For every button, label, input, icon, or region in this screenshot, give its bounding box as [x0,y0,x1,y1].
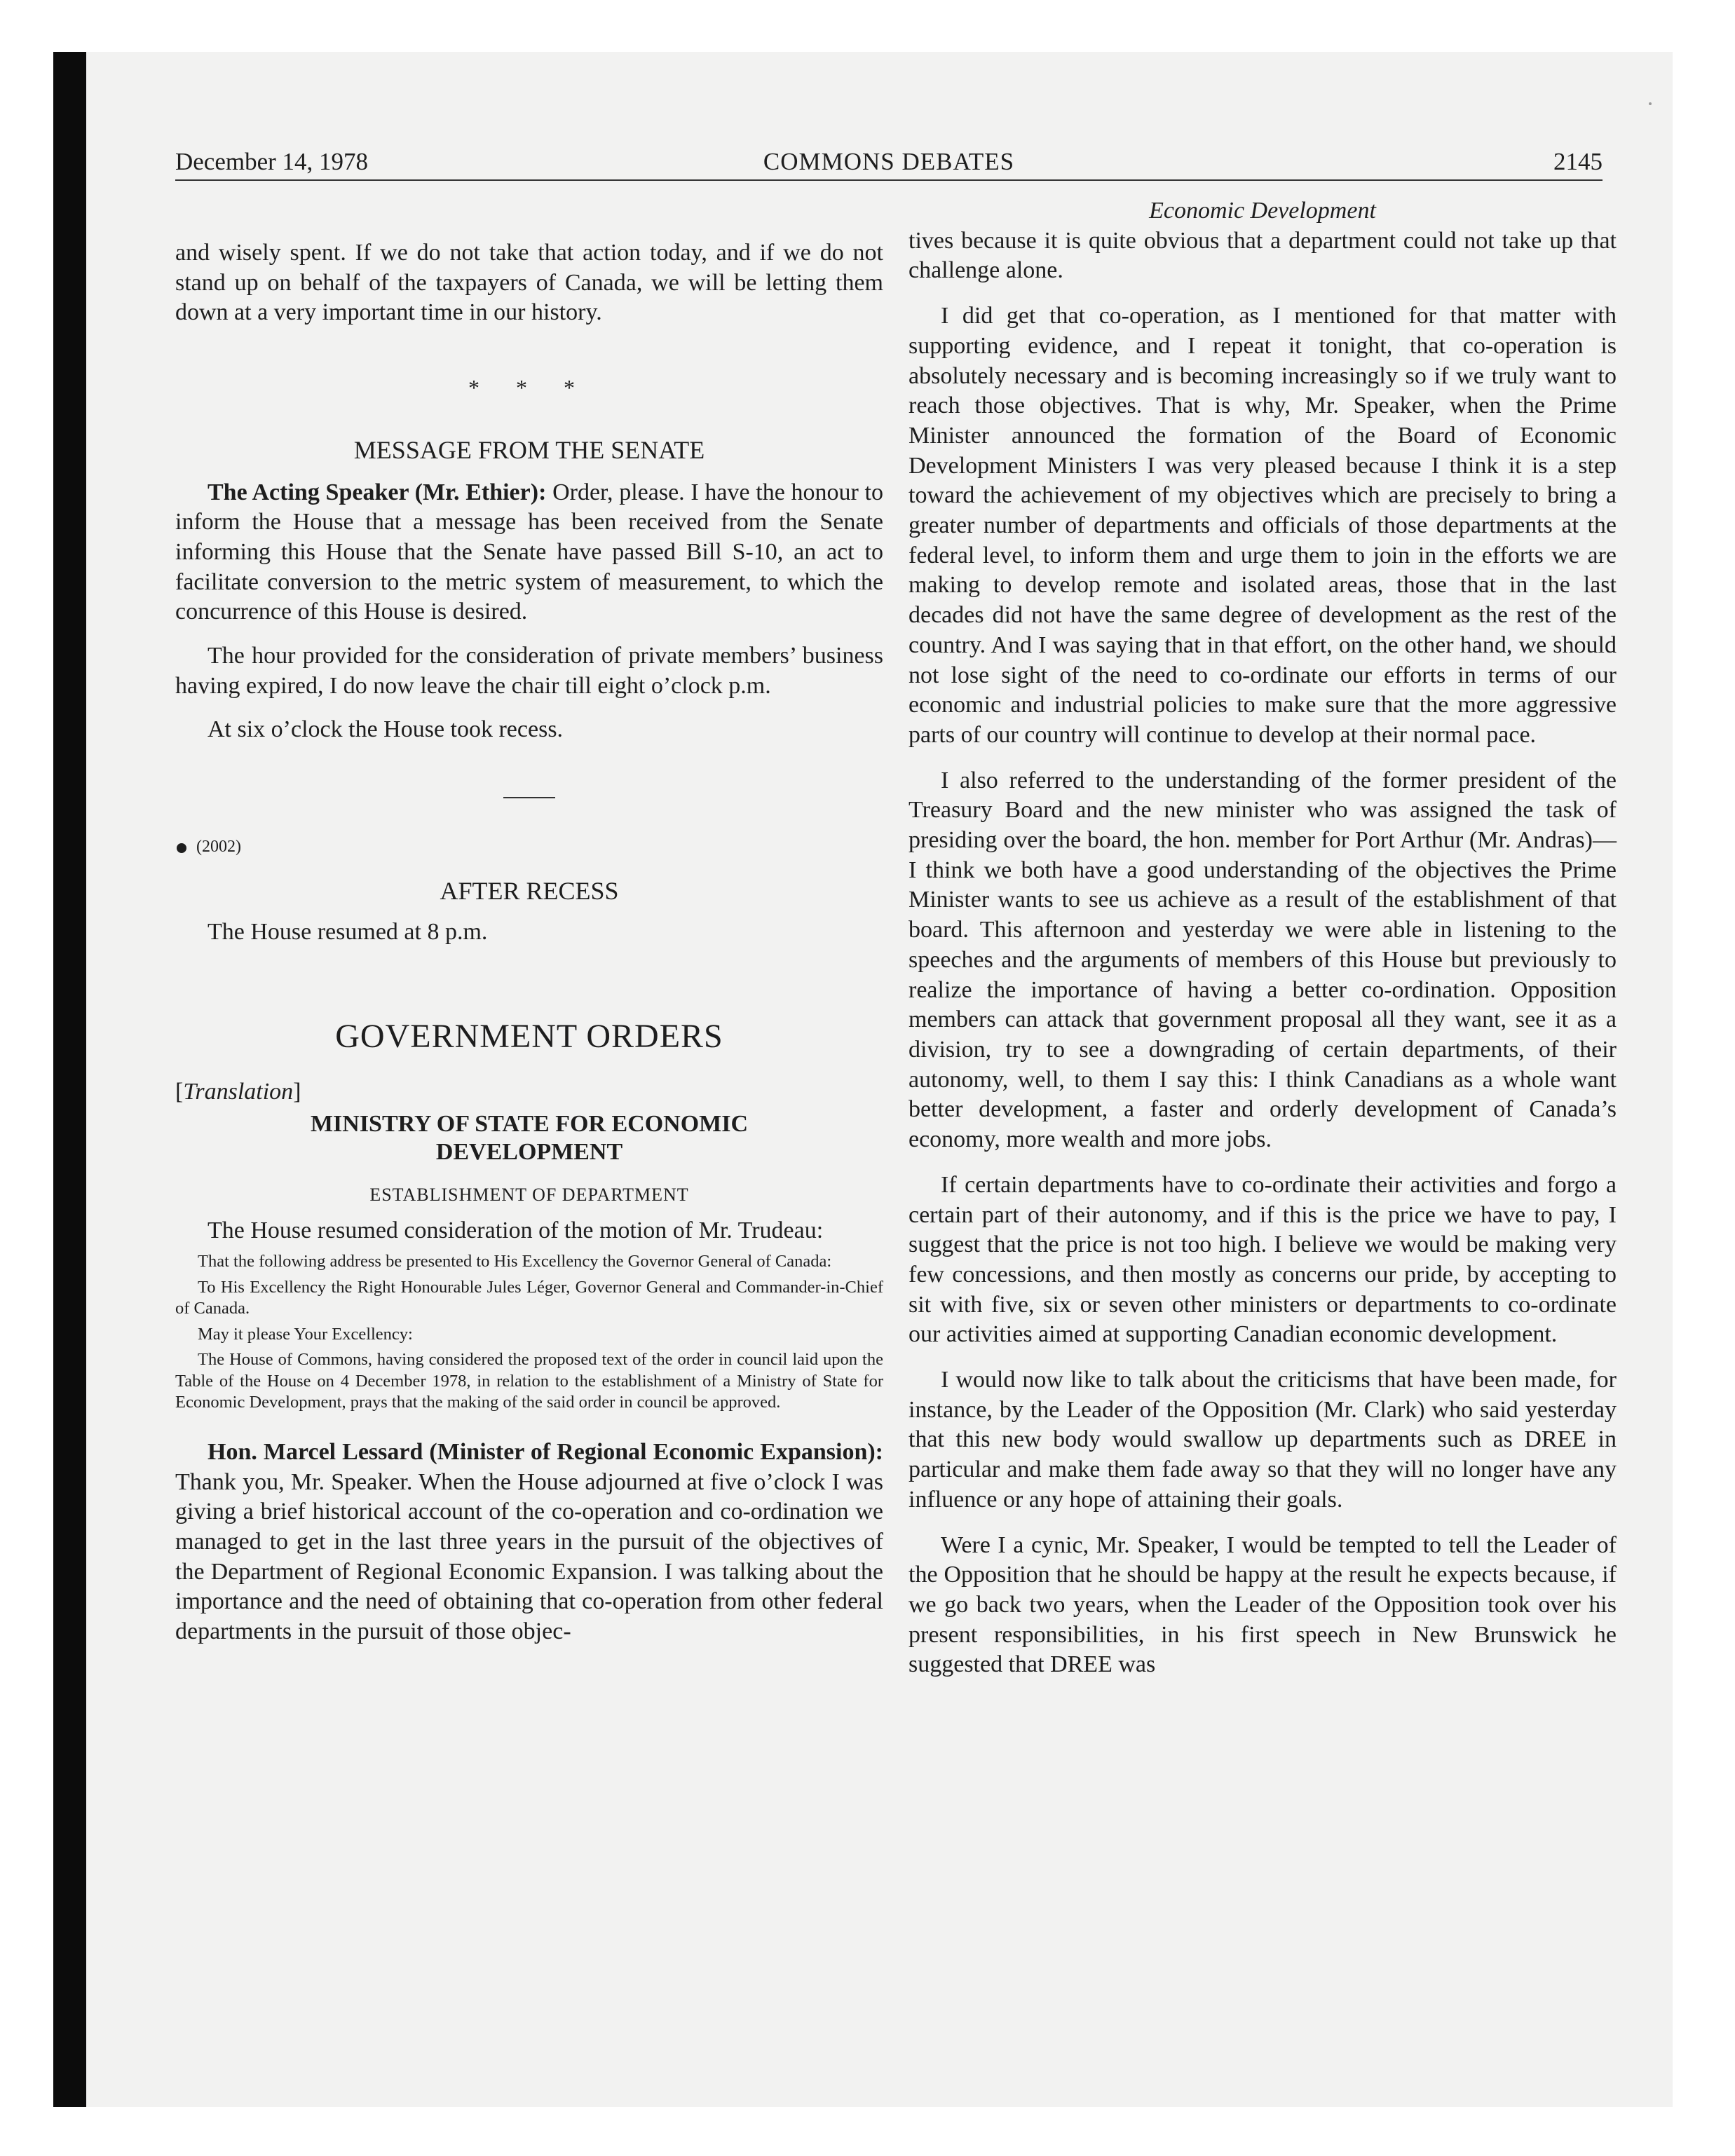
translation-note: [Translation] [175,1079,301,1105]
scan-speck [1649,102,1652,105]
paragraph: Were I a cynic, Mr. Speaker, I would be tempted to tell the Leader of the Opposition that he should be happy at the result he expects because, if we go back two years, when the Leader of the Opposition took over his present responsibilities, in his first speech in New Brunswick he suggested that DREE was [909,1531,1617,1678]
speaker-paragraph [175,478,883,628]
motion-text [175,1251,883,1414]
left-column [175,196,883,1647]
paragraph: The hour provided for the consideration of private members’ business having expired, I do now leave the chair till eight o’clock p.m. [175,643,883,699]
paragraph: At six o’clock the House took recess. [207,716,564,743]
paragraph: I did get that co-operation, as I mentioned for that matter with supporting evidence, and I repeat it tonight, that co-operation is absolutely necessary and is becoming increasingly so if we truly want to reach those objectives. That is why, Mr. Speaker, when the Prime Minister announced the formation of the Board of Economic Development Ministers I was very pleased because I think it is a step toward the achievement of my objectives which are precisely to bring a greater number of departments and officials of those departments at the federal level, to inform them and urge them to join in the efforts we are making to develop remote and isolated areas, those that in the last decades did not have the same degree of development as the rest of the country. And I was saying that in that effort, on the other hand, we should not lose sight of the need to co-ordinate our efforts in terms of our economic and industrial policies to make sure that the more aggressive parts of our country will continue to develop at their normal pace. [909,303,1617,748]
lessard-paragraph [175,1438,883,1647]
running-head [175,144,1603,179]
motion-paragraph: The House of Commons, having considered the proposed text of the order in council laid upon the Table of the House on 4 December 1978, in relation to the establishment of a Ministry of State for Economic Development, prays that the making of the said order in council be approved. [175,1350,883,1412]
ministry-heading: MINISTRY OF STATE FOR ECONOMIC DEVELOPMENT [310,1110,749,1165]
binding-edge-shadow [53,52,86,2107]
lessard-label: Hon. Marcel Lessard (Minister of Regional Economic Expansion): [207,1438,883,1465]
section-separator: * * * [468,375,590,401]
motion-paragraph: To His Excellency the Right Honourable Jules Léger, Governor General and Commander-in-Chief of Canada. [175,1277,883,1318]
paragraph: The House resumed at 8 p.m. [207,918,488,945]
time-marker-text: (2002) [196,838,241,857]
after-recess-heading: AFTER RECESS [440,876,619,905]
government-orders-heading: GOVERNMENT ORDERS [335,1018,723,1056]
translation-label: Translation [183,1079,294,1105]
paragraph: If certain departments have to co-ordinate their activities and forgo a certain part of their autonomy, and if this is the price we have to pay, I suggest that the price is not too high. I believe we would be making very few concessions, and then mostly as concerns our pride, by accepting to sit with five, six or seven other ministers or departments to co-ordinate our activities aimed at supporting Canadian economic development. [909,1171,1617,1348]
motion-paragraph: That the following address be presented to His Excellency the Governor General of Canada: [198,1252,832,1271]
paragraph: and wisely spent. If we do not take that action today, and if we do not stand up on behalf of the taxpayers of Canada, we will be letting them down at a very important time in our history. [175,240,883,326]
paragraph: I would now like to talk about the criticisms that have been made, for instance, by the Leader of the Opposition (Mr. Clark) who said yesterday that this new body would swallow up departments such as DREE in particular and make them fade away so that they will no longer have any influence or any hope of attaining their goals. [909,1367,1617,1513]
right-column [909,196,1617,1680]
bullet-icon [177,843,186,853]
short-rule [503,797,555,798]
senate-heading: MESSAGE FROM THE SENATE [353,435,705,464]
time-marker [175,832,883,862]
speaker-label: The Acting Speaker (Mr. Ethier): [207,479,547,505]
lessard-text: Thank you, Mr. Speaker. When the House adjourned at five o’clock I was giving a brief historical account of the co-operation and co-ordination we managed to get in the last three years in the pursuit of the objectives of the Department of Regional Economic Expansion. I was talking about the importance and the need of obtaining that co-operation from other federal departments in the pursuit of those objec- [175,1468,883,1645]
header-rule [175,179,1603,181]
speaker-text: Order, please. I have the honour to inform the House that a message has been received from the Senate informing this House that the Senate have passed Bill S-10, an act to facilitate conversion to the metric system of measurement, to which the concurrence of this House is desired. [175,479,883,625]
paragraph: The House resumed consideration of the motion of Mr. Trudeau: [207,1217,824,1243]
header-date: December 14, 1978 [175,148,369,175]
section-label: Economic Development [1149,198,1376,224]
paragraph: tives because it is quite obvious that a department could not take up that challenge alone. [909,227,1617,284]
motion-paragraph: May it please Your Excellency: [198,1324,413,1344]
header-page-number: 2145 [1553,148,1603,175]
paragraph: I also referred to the understanding of the former president of the Treasury Board and the new minister who was assigned the task of presiding over the board, the hon. member for Port Arthur (Mr. Andras)—I think we both have a good understanding of the objectives the Prime Minister wants to see us achieve as a result of the establishment of that board. This afternoon and yesterday we were able in listening to the speeches and the arguments of members of this House but previously to realize the importance of having a better co-ordination. Opposition members can attack that government proposal all they want, see it as a division, try to see a downgrading of certain departments, of their autonomy, well, to them I say this: I think Canadians as a whole want better development, a faster and orderly development of Canada’s economy, more wealth and more jobs. [909,767,1617,1153]
header-publication: COMMONS DEBATES [763,148,1015,175]
establishment-heading: ESTABLISHMENT OF DEPARTMENT [369,1184,689,1205]
